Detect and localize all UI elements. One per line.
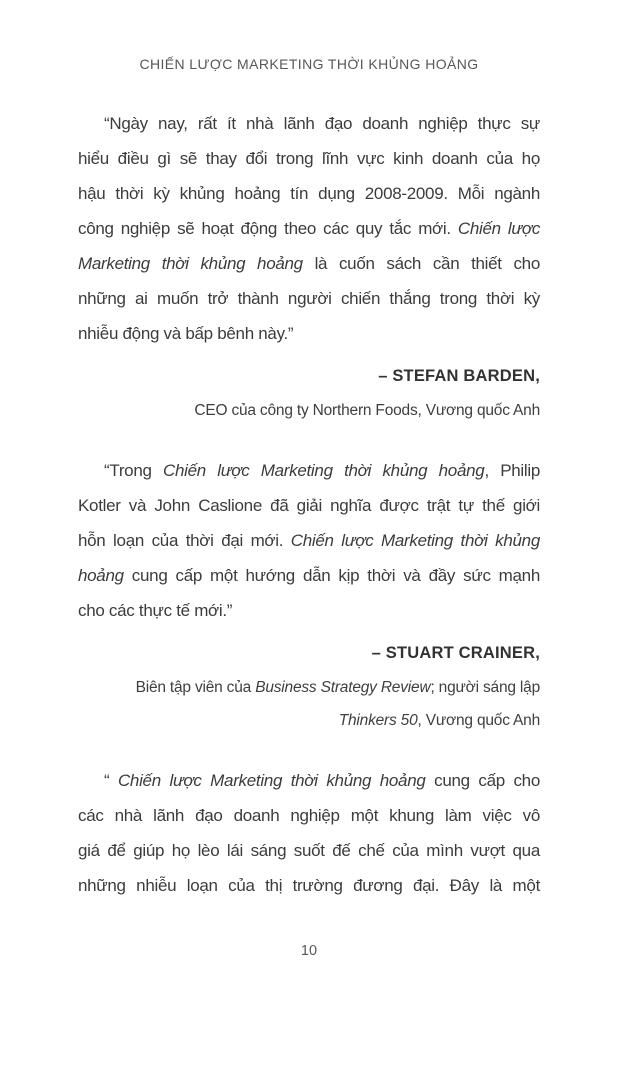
text-segment: hiểu điều gì sẽ thay đổi trong lĩnh vực kinh doanh của họ (78, 149, 540, 168)
text-segment: các nhà lãnh đạo doanh nghiệp một khung làm việc vô (78, 806, 540, 825)
book-title-text: hoảng (78, 566, 124, 585)
text-line (78, 488, 540, 523)
text-line (78, 141, 540, 176)
text-segment: Kotler và John Caslione đã giải nghĩa được trật tự thế giới (78, 496, 540, 515)
text-line (78, 833, 540, 868)
text-segment: , Philip (484, 461, 540, 480)
attribution-role (78, 704, 540, 737)
page-number: 10 (300, 943, 318, 959)
book-page (78, 56, 540, 959)
attribution-role (78, 671, 540, 704)
text-segment: cung cấp cho (425, 771, 540, 790)
text-segment: “Ngày nay, rất ít nhà lãnh đạo doanh nghiệp thực sự (104, 114, 540, 133)
text-segment: nhiễu động và bấp bênh này.” (78, 324, 294, 343)
text-segment: , Vương quốc Anh (417, 712, 540, 729)
text-segment: Biên tập viên của (135, 679, 256, 696)
book-title-text: Chiến lược (457, 219, 541, 238)
attribution-stefan-barden (78, 359, 540, 427)
text-segment: những nhiễu loạn của thị trường đương đại. Đây là một (78, 876, 540, 895)
text-segment: công nghiệp sẽ hoạt động theo các quy tắc mới. (78, 219, 458, 238)
running-header: CHIẾN LƯỢC MARKETING THỜI KHỦNG HOẢNG (139, 56, 479, 72)
text-segment: hỗn loạn của thời đại mới. (78, 531, 291, 550)
text-line (78, 868, 540, 903)
text-segment: cho các thực tế mới.” (78, 601, 233, 620)
book-title-text: Business Strategy Review (255, 679, 431, 696)
book-title-text: Thinkers 50 (338, 712, 418, 729)
text-line (78, 246, 540, 281)
text-line (78, 523, 540, 558)
text-segment: “ (104, 771, 118, 790)
text-line (78, 798, 540, 833)
text-segment: – STUART CRAINER, (371, 644, 540, 662)
text-segment: CEO của công ty Northern Foods, Vương quốc Anh (194, 402, 540, 419)
text-segment: – STEFAN BARDEN, (378, 367, 540, 385)
page-content (78, 106, 540, 903)
text-segment: là cuốn sách cần thiết cho (302, 254, 540, 273)
text-segment: những ai muốn trở thành người chiến thắng trong thời kỳ (78, 289, 540, 308)
text-segment: cung cấp một hướng dẫn kịp thời và đầy sức mạnh (123, 566, 540, 585)
text-segment: ; người sáng lập (430, 679, 540, 696)
text-segment: hậu thời kỳ khủng hoảng tín dụng 2008-2009. Mỗi ngành (78, 184, 540, 203)
text-segment: “Trong (104, 461, 164, 480)
attribution-name (78, 359, 540, 394)
book-title-text: Chiến lược Marketing thời khủng hoảng (117, 771, 426, 790)
text-line (78, 453, 540, 488)
quote-stefan-barden (78, 106, 540, 351)
text-line (78, 176, 540, 211)
book-title-text: Marketing thời khủng hoảng (78, 254, 303, 273)
attribution-role (78, 394, 540, 427)
text-line (78, 316, 540, 351)
attribution-name (78, 636, 540, 671)
text-segment: giá để giúp họ lèo lái sáng suốt đế chế của mình vượt qua (78, 841, 540, 860)
text-line (78, 593, 540, 628)
text-line (78, 211, 540, 246)
text-line (78, 763, 540, 798)
quote-third (78, 763, 540, 903)
text-line (78, 558, 540, 593)
book-title-text: Chiến lược Marketing thời khủng hoảng (163, 461, 485, 480)
attribution-stuart-crainer (78, 636, 540, 737)
text-line (78, 106, 540, 141)
quote-stuart-crainer (78, 453, 540, 628)
text-line (78, 281, 540, 316)
book-title-text: Chiến lược Marketing thời khủng (290, 531, 540, 550)
